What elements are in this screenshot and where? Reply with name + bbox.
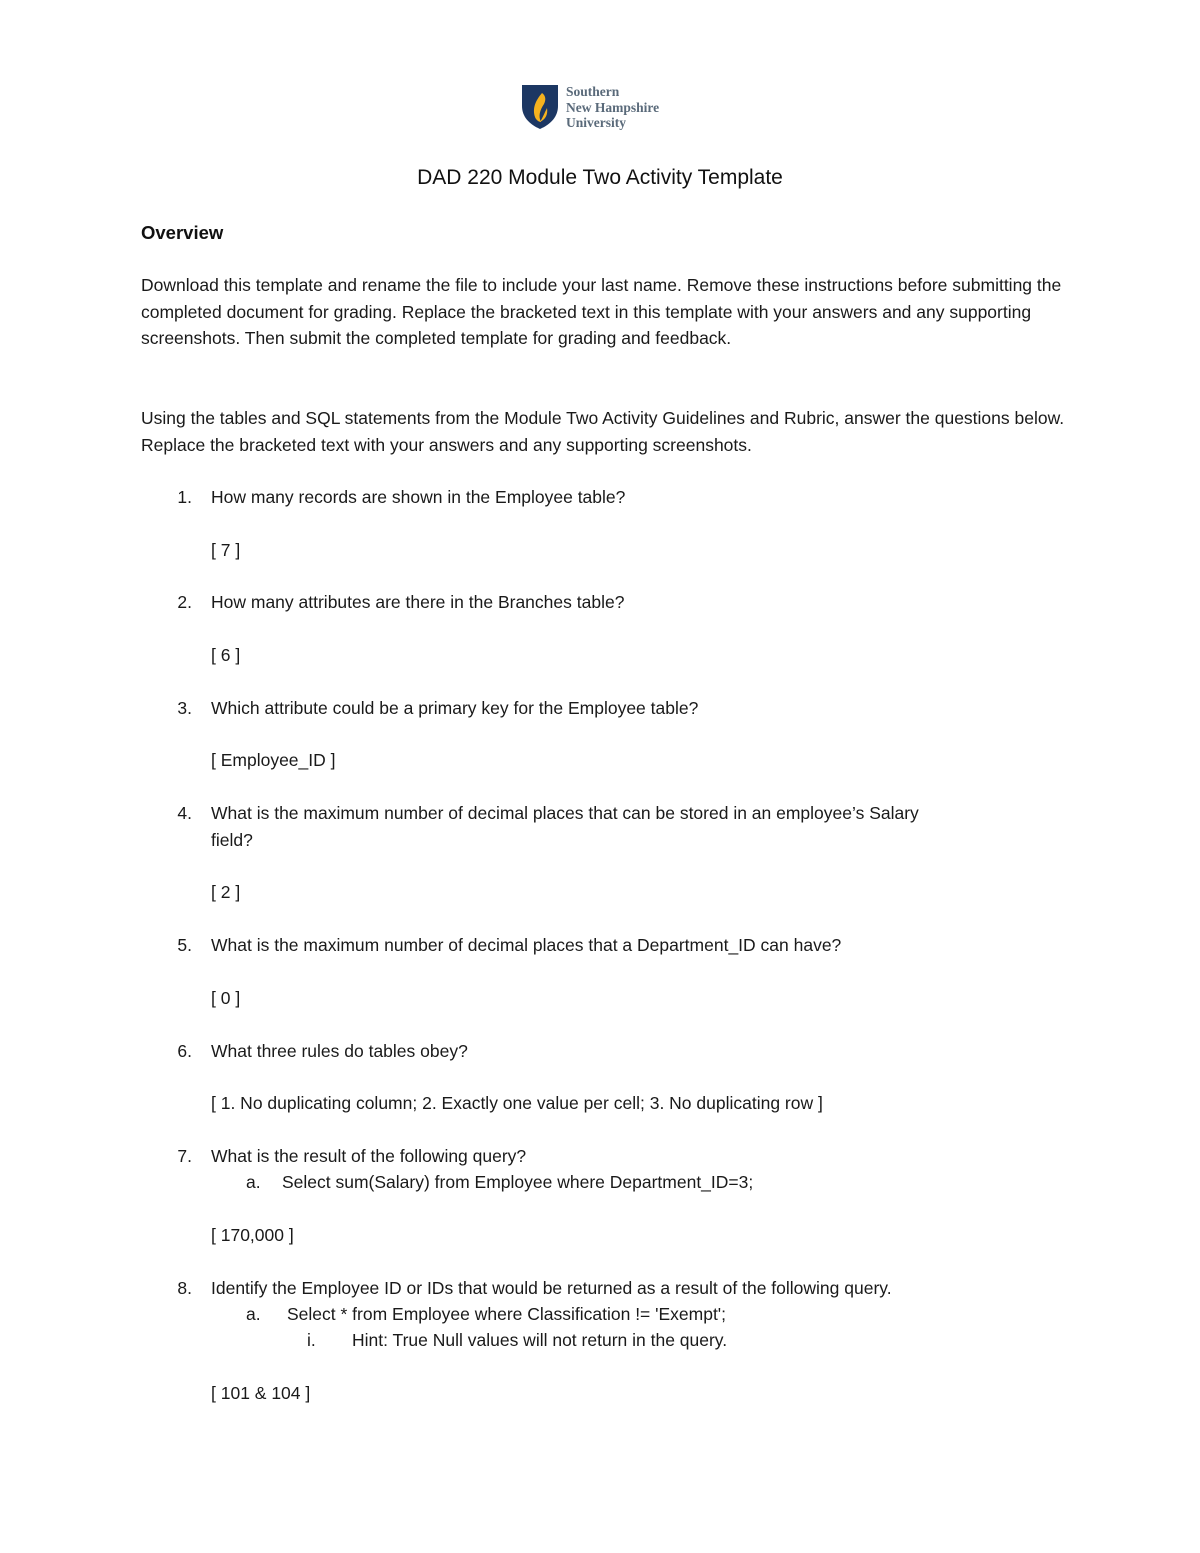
question-1-number: 1. bbox=[177, 487, 192, 507]
question-8-sub-text: Select * from Employee where Classification != 'Exempt'; bbox=[287, 1304, 727, 1324]
question-7-number: 7. bbox=[177, 1146, 192, 1166]
logo-line-3: University bbox=[566, 115, 626, 130]
question-7-text: What is the result of the following query? bbox=[211, 1146, 527, 1166]
logo-line-1: Southern bbox=[566, 84, 620, 99]
question-8-text: Identify the Employee ID or IDs that would be returned as a result of the following query. bbox=[211, 1278, 892, 1298]
question-3-text: Which attribute could be a primary key for the Employee table? bbox=[211, 698, 699, 718]
question-4-text: What is the maximum number of decimal places that can be stored in an employee’s Salary bbox=[211, 803, 919, 823]
question-8-answer: [ 101 & 104 ] bbox=[211, 1383, 311, 1403]
question-2-text: How many attributes are there in the Branches table? bbox=[211, 592, 625, 612]
shield-flame-icon bbox=[521, 84, 559, 130]
overview-paragraph-1: Download this template and rename the file to include your last name. Remove these instructions before submitting the completed document for grading. Replace the bracketed text in this template with your answers and any supporting screenshots. Then submit the completed template for grading and feedback. bbox=[141, 275, 1062, 348]
question-5-answer: [ 0 ] bbox=[211, 988, 241, 1008]
question-8-subsub-text: Hint: True Null values will not return in the query. bbox=[352, 1330, 728, 1350]
question-4-number: 4. bbox=[177, 803, 192, 823]
logo-line-2: New Hampshire bbox=[566, 99, 660, 115]
university-logo bbox=[521, 84, 691, 132]
question-5-number: 5. bbox=[177, 935, 192, 955]
question-4-text-continued: field? bbox=[211, 830, 253, 850]
question-1-text: How many records are shown in the Employee table? bbox=[211, 487, 626, 507]
question-6-number: 6. bbox=[177, 1041, 192, 1061]
question-5-text: What is the maximum number of decimal places that a Department_ID can have? bbox=[211, 935, 842, 955]
document-title: DAD 220 Module Two Activity Template bbox=[417, 166, 783, 189]
question-3-number: 3. bbox=[177, 698, 192, 718]
question-8-number: 8. bbox=[177, 1278, 192, 1298]
question-2-number: 2. bbox=[177, 592, 192, 612]
question-7-sub-label: a. bbox=[246, 1172, 261, 1192]
question-8-subsub-label: i. bbox=[307, 1330, 316, 1350]
question-3-answer: [ Employee_ID ] bbox=[211, 750, 336, 770]
question-8-sub-label: a. bbox=[246, 1304, 261, 1324]
question-1-answer: [ 7 ] bbox=[211, 540, 241, 560]
question-6-text: What three rules do tables obey? bbox=[211, 1041, 468, 1061]
question-7-answer: [ 170,000 ] bbox=[211, 1225, 294, 1245]
question-4-answer: [ 2 ] bbox=[211, 882, 241, 902]
overview-heading: Overview bbox=[141, 222, 224, 243]
question-2-answer: [ 6 ] bbox=[211, 645, 241, 665]
logo-wordmark bbox=[566, 84, 659, 131]
question-7-sub-text: Select sum(Salary) from Employee where Department_ID=3; bbox=[282, 1172, 754, 1192]
question-6-answer: [ 1. No duplicating column; 2. Exactly one value per cell; 3. No duplicating row ] bbox=[211, 1093, 823, 1113]
overview-paragraph-2: Using the tables and SQL statements from the Module Two Activity Guidelines and Rubric, answer the questions below. Replace the bracketed text with your answers and any supporting screenshots. bbox=[141, 408, 1065, 455]
